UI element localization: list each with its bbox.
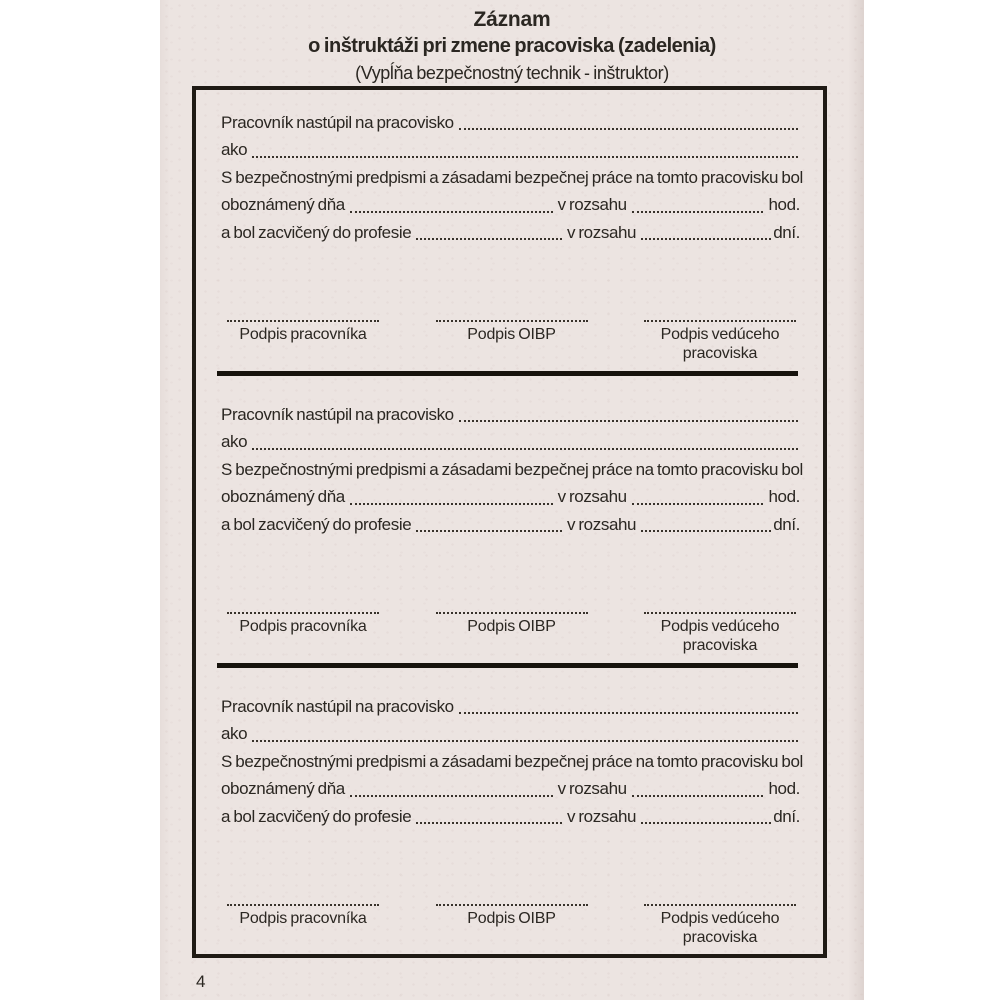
signature-slot-supervisor	[644, 320, 796, 363]
signature-slot-oibp	[436, 612, 588, 655]
statement-text: S bezpečnostnými predpismi a zásadami bezpečnej práce na tomto pracovisku bol	[221, 167, 803, 187]
signature-dotted-line	[644, 904, 796, 906]
days-suffix: dní.	[773, 806, 800, 826]
informed-date-label: oboznámený dňa	[221, 195, 345, 215]
signature-dotted-line	[644, 612, 796, 614]
informed-date-label: oboznámený dňa	[221, 779, 345, 799]
dotted-leader	[350, 211, 553, 213]
days-suffix: dní.	[773, 514, 800, 534]
dotted-leader	[459, 420, 798, 422]
form-subtitle: (Vypĺňa bezpečnostný technik - inštruktor)	[355, 63, 669, 83]
signature-dotted-line	[644, 320, 796, 322]
signature-row	[227, 320, 796, 363]
fill-line-workplace	[221, 693, 800, 720]
signature-row	[227, 612, 796, 655]
dotted-leader	[350, 503, 553, 505]
dotted-leader	[632, 795, 763, 797]
signature-dotted-line	[436, 904, 588, 906]
signature-slot-worker	[227, 904, 379, 947]
scope-label: v rozsahu	[557, 487, 627, 507]
dotted-leader	[632, 211, 763, 213]
signature-label: Podpis pracovníka	[239, 910, 367, 927]
signature-dotted-line	[436, 320, 588, 322]
signature-slot-oibp	[436, 904, 588, 947]
role-label: ako	[221, 140, 248, 160]
section-divider	[217, 371, 798, 376]
signature-dotted-line	[227, 904, 379, 906]
dotted-leader	[459, 712, 798, 714]
dotted-leader	[632, 503, 763, 505]
signature-slot-supervisor	[644, 904, 796, 947]
signature-label: Podpis OIBP	[467, 618, 556, 635]
record-box	[192, 86, 827, 958]
fill-line-training-days	[221, 511, 800, 538]
dotted-leader	[416, 238, 562, 240]
signature-slot-worker	[227, 612, 379, 655]
role-label: ako	[221, 432, 248, 452]
hours-suffix: hod.	[768, 779, 800, 799]
fill-line-workplace	[221, 109, 800, 136]
dotted-leader	[416, 530, 562, 532]
signature-dotted-line	[227, 612, 379, 614]
signature-row	[227, 904, 796, 947]
scope-label: v rozsahu	[557, 195, 627, 215]
signature-label: Podpis vedúceho pracoviska	[660, 618, 780, 654]
statement-text: S bezpečnostnými predpismi a zásadami bezpečnej práce na tomto pracovisku bol	[221, 459, 803, 479]
signature-label: Podpis vedúceho pracoviska	[660, 326, 780, 362]
signature-slot-oibp	[436, 320, 588, 363]
scope-label: v rozsahu	[557, 779, 627, 799]
dotted-leader	[350, 795, 553, 797]
form-title-line2: o inštruktáži pri zmene pracoviska (zadelenia)	[308, 35, 716, 57]
fill-line-role	[221, 136, 800, 163]
dotted-leader	[641, 822, 771, 824]
days-suffix: dní.	[773, 222, 800, 242]
scope-label: v rozsahu	[567, 222, 637, 242]
training-label: a bol zacvičený do profesie	[221, 222, 412, 242]
fill-line-role	[221, 720, 800, 747]
training-label: a bol zacvičený do profesie	[221, 514, 412, 534]
fill-line-date-hours	[221, 775, 800, 802]
informed-date-label: oboznámený dňa	[221, 487, 345, 507]
signature-label: Podpis pracovníka	[239, 326, 367, 343]
scope-label: v rozsahu	[567, 806, 637, 826]
record-section-1	[196, 90, 823, 370]
record-section-3	[196, 674, 823, 954]
training-label: a bol zacvičený do profesie	[221, 806, 412, 826]
signature-label: Podpis OIBP	[467, 326, 556, 343]
signature-slot-worker	[227, 320, 379, 363]
signature-slot-supervisor	[644, 612, 796, 655]
workplace-label: Pracovník nastúpil na pracovisko	[221, 113, 454, 132]
page-number: 4	[196, 972, 206, 991]
workplace-label: Pracovník nastúpil na pracovisko	[221, 697, 454, 716]
hours-suffix: hod.	[768, 195, 800, 215]
signature-dotted-line	[227, 320, 379, 322]
dotted-leader	[641, 530, 771, 532]
role-label: ako	[221, 724, 248, 744]
signature-label: Podpis pracovníka	[239, 618, 367, 635]
dotted-leader	[252, 740, 798, 742]
dotted-leader	[252, 156, 798, 158]
signature-label: Podpis OIBP	[467, 910, 556, 927]
dotted-leader	[252, 448, 798, 450]
scope-label: v rozsahu	[567, 514, 637, 534]
dotted-leader	[416, 822, 562, 824]
fill-line-workplace	[221, 401, 800, 428]
hours-suffix: hod.	[768, 487, 800, 507]
fill-line-training-days	[221, 219, 800, 246]
fill-line-date-hours	[221, 191, 800, 218]
workplace-label: Pracovník nastúpil na pracovisko	[221, 405, 454, 424]
fill-line-role	[221, 428, 800, 455]
fill-line-training-days	[221, 803, 800, 830]
section-divider	[217, 663, 798, 668]
form-header	[160, 7, 864, 85]
signature-label: Podpis vedúceho pracoviska	[660, 910, 780, 946]
dotted-leader	[641, 238, 771, 240]
record-section-2	[196, 382, 823, 662]
statement-text: S bezpečnostnými predpismi a zásadami bezpečnej práce na tomto pracovisku bol	[221, 751, 803, 771]
signature-dotted-line	[436, 612, 588, 614]
form-title-line1: Záznam	[473, 8, 551, 31]
dotted-leader	[459, 128, 798, 130]
fill-line-date-hours	[221, 483, 800, 510]
